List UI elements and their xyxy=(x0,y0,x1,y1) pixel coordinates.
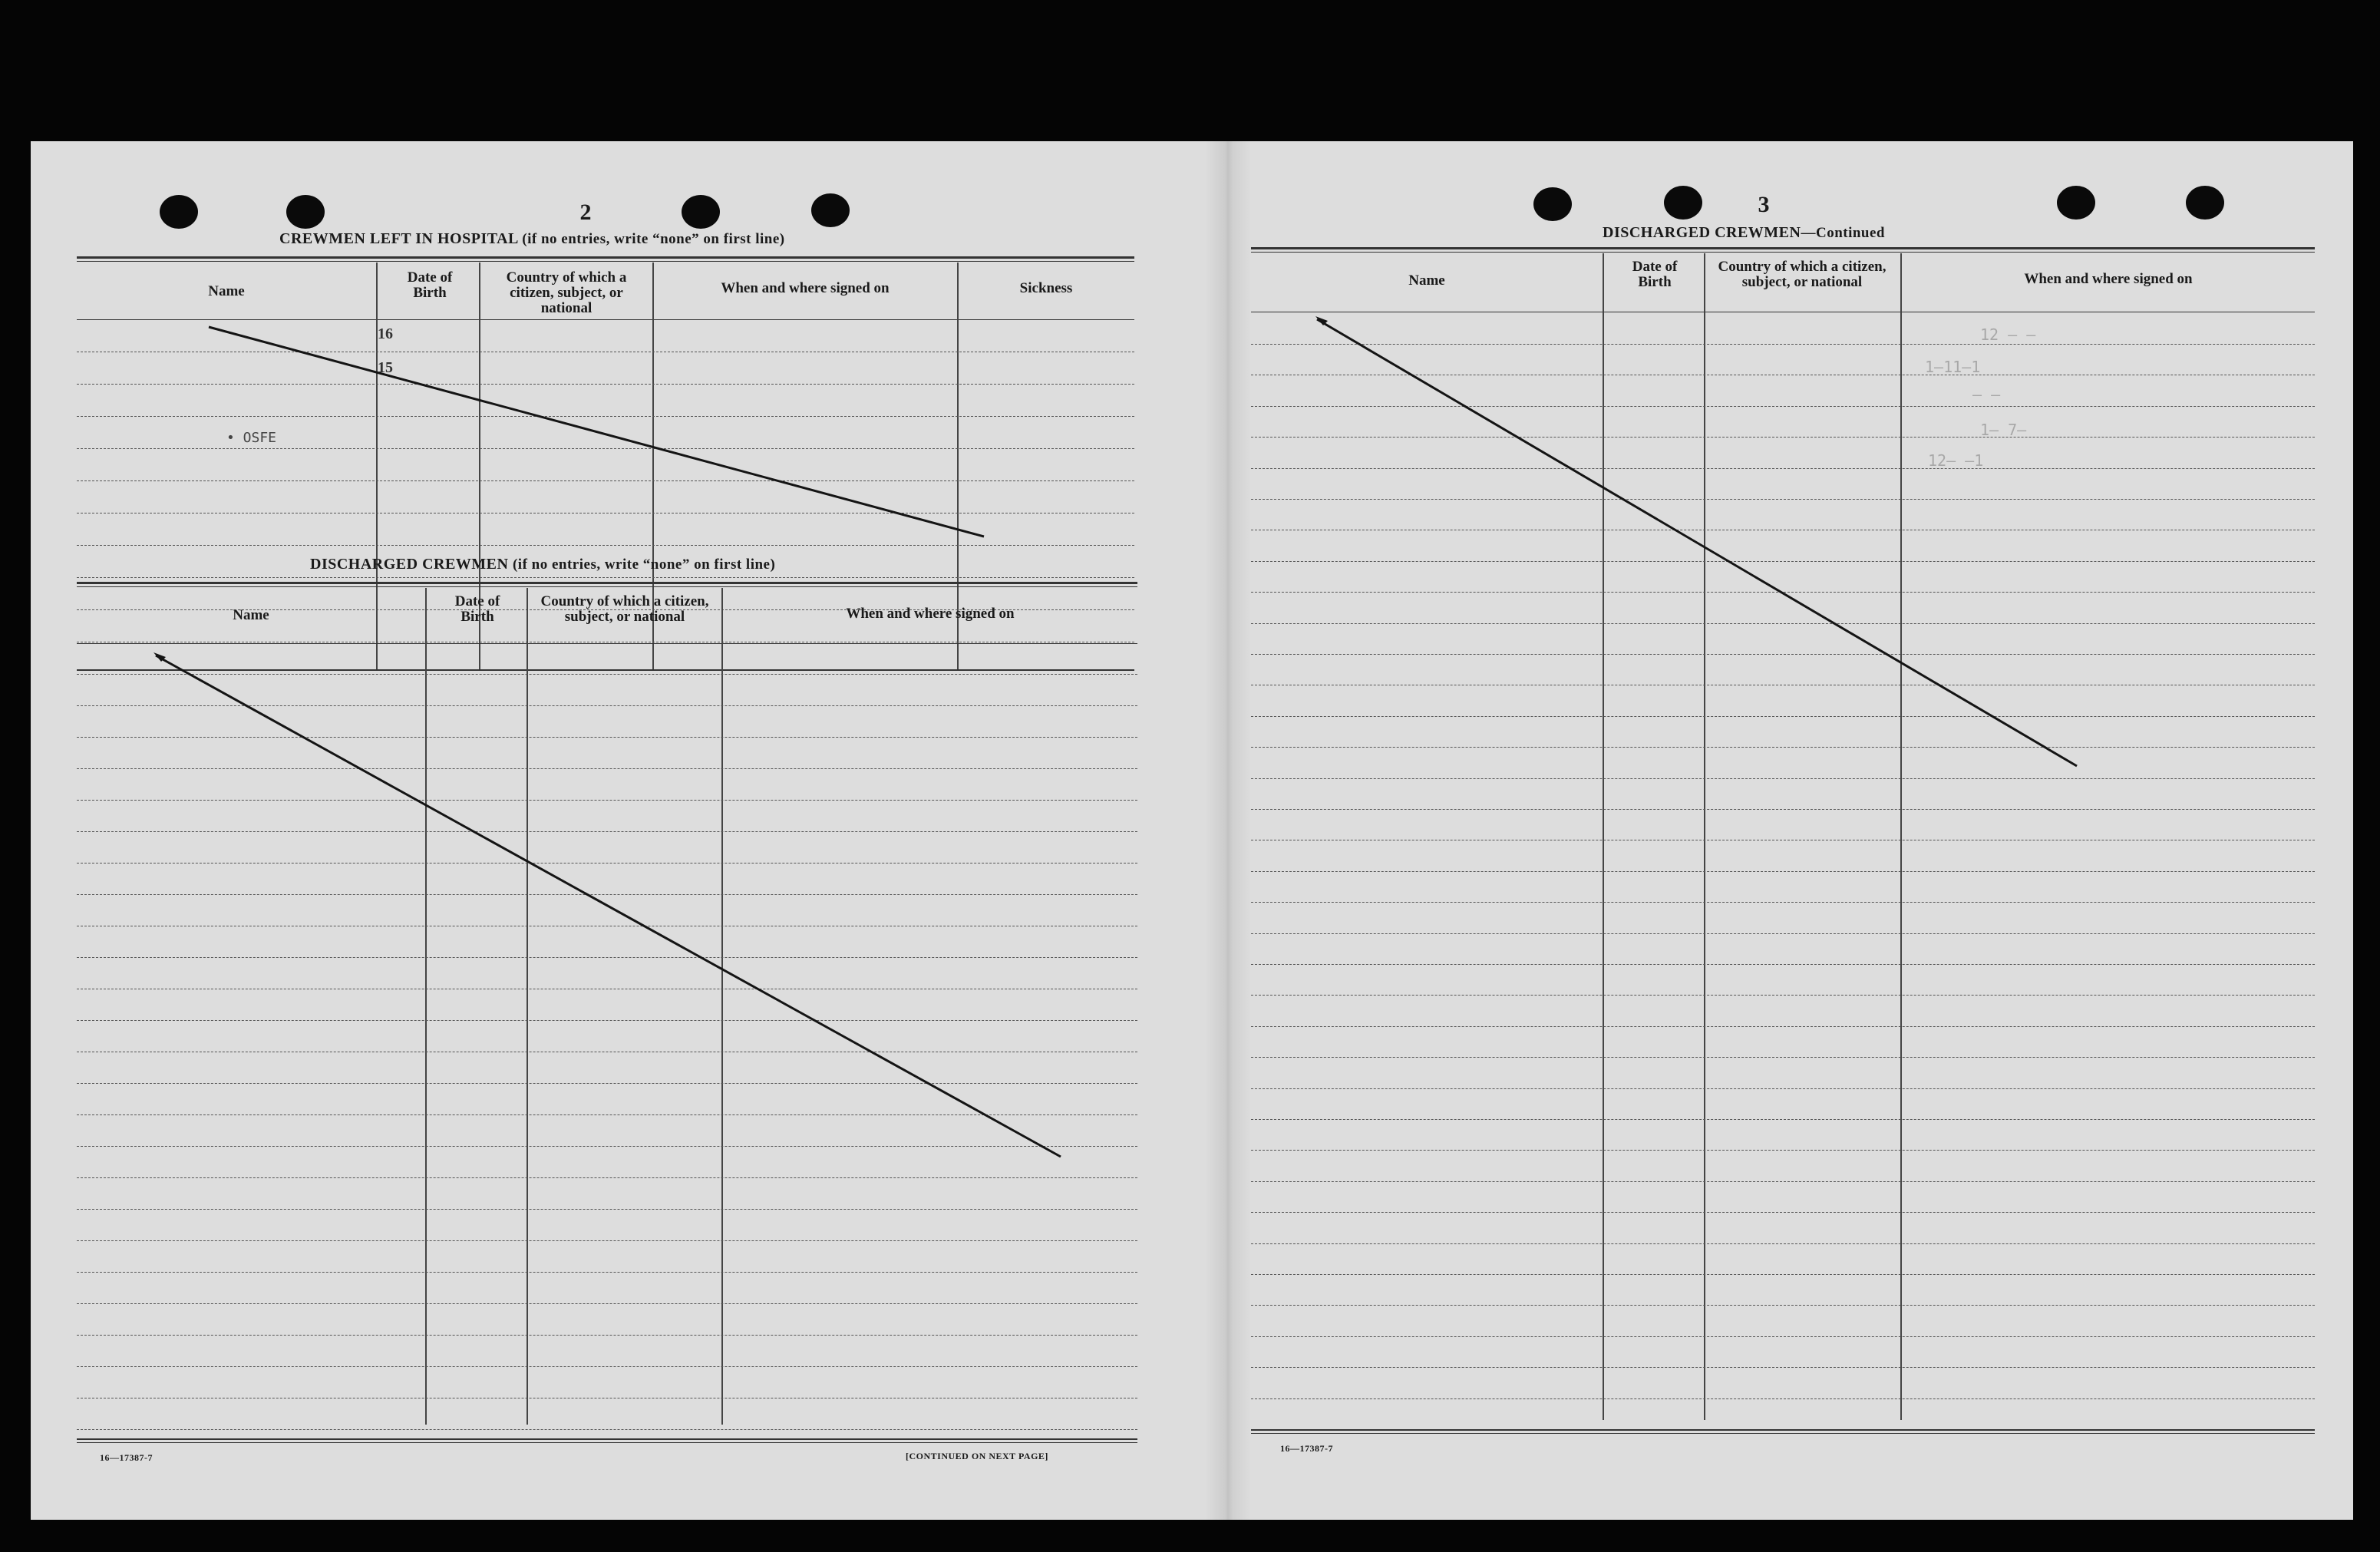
hospital-mark-2: 15 xyxy=(378,359,393,376)
discharged-instruction-text: (if no entries, write “none” on first line) xyxy=(512,556,776,573)
column-header-name: Name xyxy=(1408,272,1445,289)
column-header-date-of-birth: Date of Birth xyxy=(1632,259,1678,290)
continued-label: —Continued xyxy=(1801,225,1885,241)
hospital-title-text: CREWMEN LEFT IN HOSPITAL xyxy=(279,230,518,247)
bleed-through-text: • OSFE xyxy=(226,430,277,446)
bleed-through-text: 12— —1 xyxy=(1928,451,1984,470)
column-header-date-of-birth: Date of Birth xyxy=(407,269,453,301)
column-header-when-where: When and where signed on xyxy=(2024,271,2193,287)
bleed-through-text: 12 — — xyxy=(1980,325,2036,344)
bleed-through-text: — — xyxy=(1972,385,2001,404)
column-header-date-of-birth: Date of Birth xyxy=(454,593,500,625)
hospital-mark-1: 16 xyxy=(378,325,393,342)
hospital-instruction-text: (if no entries, write “none” on first line) xyxy=(522,231,785,247)
column-header-name: Name xyxy=(233,607,269,623)
column-header-country: Country of which a citizen, subject, or national xyxy=(506,269,627,316)
column-header-when-where: When and where signed on xyxy=(721,280,890,296)
column-header-country: Country of which a citizen, subject, or national xyxy=(540,593,709,625)
form-number-right: 16—17387-7 xyxy=(1280,1443,1333,1454)
bleed-through-text: 1— 7— xyxy=(1980,421,2027,439)
discharged-title-text: DISCHARGED CREWMEN xyxy=(310,556,509,573)
column-header-country: Country of which a citizen, subject, or national xyxy=(1718,259,1887,290)
document-sheet xyxy=(31,141,2353,1520)
discharged-continued-title-text: DISCHARGED CREWMEN xyxy=(1603,224,1801,241)
page-number-left: 2 xyxy=(579,200,592,225)
column-header-name: Name xyxy=(208,283,245,299)
form-number-left: 16—17387-7 xyxy=(100,1452,153,1463)
page-number-right: 3 xyxy=(1758,192,1770,217)
continued-note: [CONTINUED ON NEXT PAGE] xyxy=(906,1451,1048,1461)
cancel-line-discharged-right xyxy=(1317,319,2077,766)
bleed-through-text: 1—11—1 xyxy=(1925,358,1981,376)
column-header-sickness: Sickness xyxy=(1019,280,1073,296)
cancellation-strokes xyxy=(31,141,2353,1520)
column-header-when-where: When and where signed on xyxy=(846,606,1015,622)
cancel-line-discharged-left xyxy=(156,655,1061,1157)
cancel-line-hospital xyxy=(209,327,984,537)
